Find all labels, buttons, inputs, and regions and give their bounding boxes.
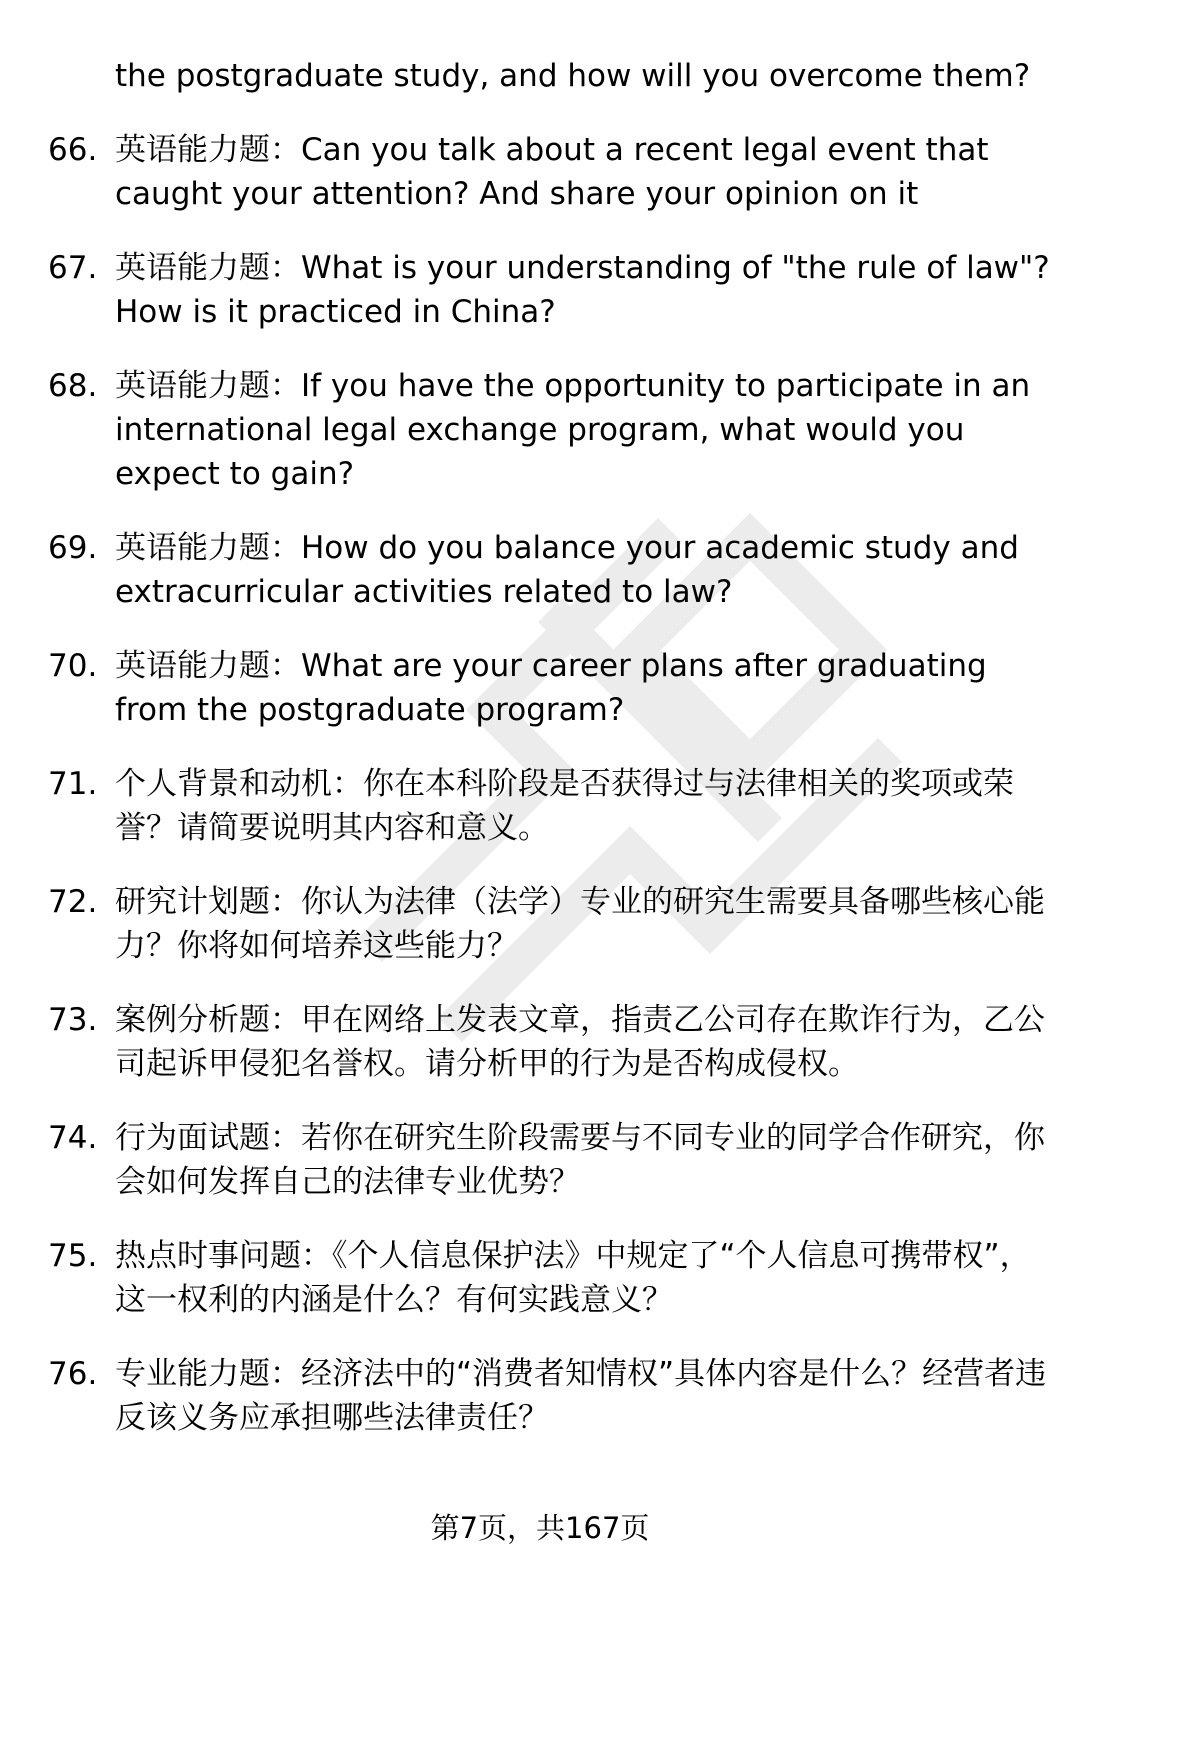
question-item — [0, 1352, 1080, 1440]
question-number: 72. — [48, 884, 98, 920]
question-item — [0, 1234, 1080, 1322]
question-item — [0, 526, 1080, 614]
question-text: 英语能力题：Can you talk about a recent legal event that caught your attention? And share your opinion on it — [115, 132, 989, 212]
question-text: 研究计划题：你认为法律（法学）专业的研究生需要具备哪些核心能力？你将如何培养这些能力？ — [115, 884, 1045, 964]
question-text: 个人背景和动机：你在本科阶段是否获得过与法律相关的奖项或荣誉？请简要说明其内容和意义。 — [115, 766, 1014, 846]
question-number: 68. — [48, 368, 98, 404]
question-number: 70. — [48, 648, 98, 684]
question-item — [0, 644, 1080, 732]
question-number: 69. — [48, 530, 98, 566]
question-item — [0, 1116, 1080, 1204]
question-item — [0, 246, 1080, 334]
question-number: 66. — [48, 132, 98, 168]
question-number: 76. — [48, 1356, 98, 1392]
continuation-text: the postgraduate study, and how will you overcome them? — [115, 58, 1031, 94]
question-text: 英语能力题：How do you balance your academic study and extracurricular activities related to law? — [115, 530, 1019, 610]
page-footer: 第7页，共167页 — [430, 1511, 650, 1545]
question-number: 75. — [48, 1238, 98, 1274]
question-number: 73. — [48, 1002, 98, 1038]
question-text: 英语能力题：What are your career plans after graduating from the postgraduate program? — [115, 648, 987, 728]
question-text: 英语能力题：If you have the opportunity to participate in an international legal exchange program, what would you expect to gain? — [115, 368, 1031, 492]
question-item — [0, 128, 1080, 216]
question-item — [0, 998, 1080, 1086]
question-item — [0, 880, 1080, 968]
question-text: 行为面试题：若你在研究生阶段需要与不同专业的同学合作研究，你会如何发挥自己的法律专业优势？ — [115, 1120, 1045, 1200]
question-number: 67. — [48, 250, 98, 286]
question-list — [0, 128, 1080, 1470]
question-text: 热点时事问题：《个人信息保护法》中规定了“个人信息可携带权”，这一权利的内涵是什么？有何实践意义？ — [115, 1238, 1031, 1318]
question-item — [0, 762, 1080, 850]
question-text: 案例分析题：甲在网络上发表文章，指责乙公司存在欺诈行为，乙公司起诉甲侵犯名誉权。请分析甲的行为是否构成侵权。 — [115, 1002, 1045, 1082]
question-item — [0, 364, 1080, 496]
question-number: 71. — [48, 766, 98, 802]
question-number: 74. — [48, 1120, 98, 1156]
question-text: 英语能力题：What is your understanding of "the rule of law"? How is it practiced in China? — [115, 250, 1050, 330]
question-text: 专业能力题：经济法中的“消费者知情权”具体内容是什么？经营者违反该义务应承担哪些法律责任？ — [115, 1356, 1047, 1436]
